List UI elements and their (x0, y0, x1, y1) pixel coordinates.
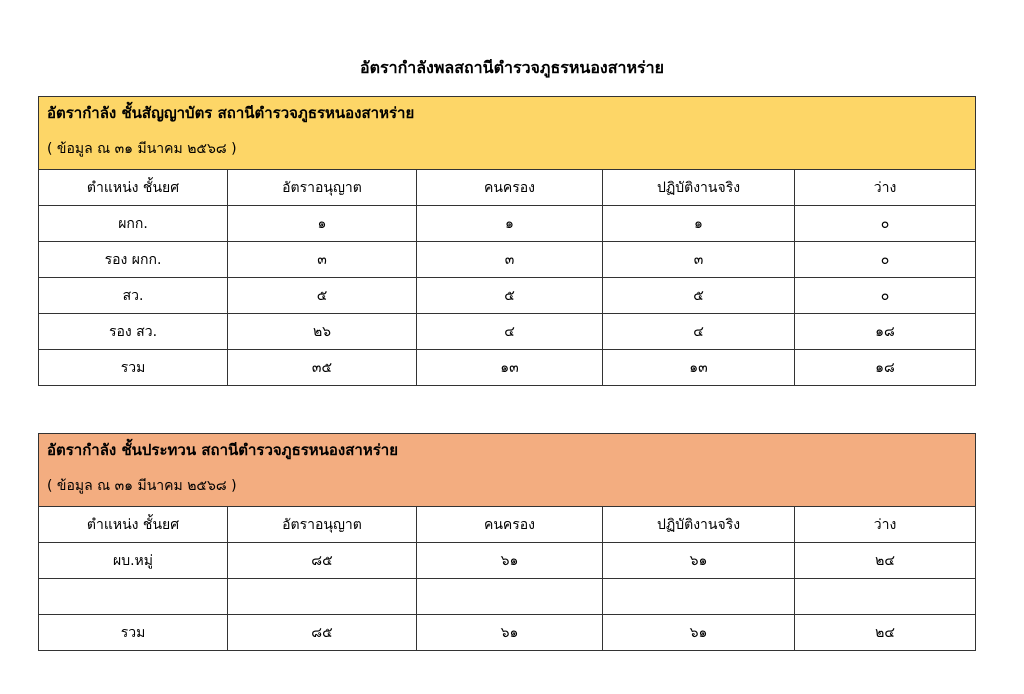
table-header-row (39, 170, 976, 206)
cell-position: สว. (39, 278, 228, 314)
cell-vacant: ๐ (795, 242, 976, 278)
cell-vacant: ๒๔ (795, 543, 976, 579)
cell-vacant: ๒๔ (795, 615, 976, 651)
table-row (39, 543, 976, 579)
cell-vacant: ๐ (795, 206, 976, 242)
cell-vacant: ๑๘ (795, 350, 976, 386)
cell-position: รอง ผกก. (39, 242, 228, 278)
noncommissioned-staff-table (38, 433, 976, 651)
header-position-rank: ตำแหน่ง ชั้นยศ (39, 170, 228, 206)
cell-actual-duty: ๖๑ (603, 615, 795, 651)
table-row (39, 206, 976, 242)
cell-occupied: ๖๑ (417, 615, 603, 651)
cell-occupied (417, 579, 603, 615)
cell-occupied: ๖๑ (417, 543, 603, 579)
table-row (39, 242, 976, 278)
cell-authorized: ๓ (228, 242, 417, 278)
header-occupied: คนครอง (417, 507, 603, 543)
cell-actual-duty: ๕ (603, 278, 795, 314)
table-title: อัตรากำลัง ชั้นประทวน สถานีตำรวจภูธรหนองสาหร่าย (47, 441, 398, 459)
table-title-cell (39, 97, 976, 170)
table-title: อัตรากำลัง ชั้นสัญญาบัตร สถานีตำรวจภูธรหนองสาหร่าย (47, 104, 415, 122)
cell-position: รวม (39, 615, 228, 651)
cell-authorized: ๕ (228, 278, 417, 314)
header-vacant: ว่าง (795, 507, 976, 543)
table-date-note: ( ข้อมูล ณ ๓๑ มีนาคม ๒๕๖๘ ) (47, 141, 237, 157)
cell-authorized: ๘๕ (228, 615, 417, 651)
cell-actual-duty: ๔ (603, 314, 795, 350)
header-vacant: ว่าง (795, 170, 976, 206)
cell-authorized: ๒๖ (228, 314, 417, 350)
cell-actual-duty: ๑๓ (603, 350, 795, 386)
cell-authorized: ๑ (228, 206, 417, 242)
commissioned-staff-table (38, 96, 976, 386)
header-position-rank: ตำแหน่ง ชั้นยศ (39, 507, 228, 543)
table-row (39, 579, 976, 615)
header-occupied: คนครอง (417, 170, 603, 206)
cell-actual-duty: ๖๑ (603, 543, 795, 579)
cell-authorized (228, 579, 417, 615)
cell-position: ผกก. (39, 206, 228, 242)
cell-occupied: ๑ (417, 206, 603, 242)
cell-actual-duty: ๑ (603, 206, 795, 242)
cell-authorized: ๓๕ (228, 350, 417, 386)
table-title-cell (39, 434, 976, 507)
cell-authorized: ๘๕ (228, 543, 417, 579)
table-date-note: ( ข้อมูล ณ ๓๑ มีนาคม ๒๕๖๘ ) (47, 478, 237, 494)
page-title: อัตรากำลังพลสถานีตำรวจภูธรหนองสาหร่าย (360, 58, 664, 77)
cell-position: ผบ.หมู่ (39, 543, 228, 579)
table-total-row (39, 615, 976, 651)
header-authorized: อัตราอนุญาต (228, 507, 417, 543)
table-row (39, 314, 976, 350)
cell-position: รวม (39, 350, 228, 386)
cell-actual-duty (603, 579, 795, 615)
cell-occupied: ๕ (417, 278, 603, 314)
cell-occupied: ๓ (417, 242, 603, 278)
table-row (39, 278, 976, 314)
cell-occupied: ๔ (417, 314, 603, 350)
cell-position: รอง สว. (39, 314, 228, 350)
cell-vacant: ๐ (795, 278, 976, 314)
header-actual-duty: ปฏิบัติงานจริง (603, 507, 795, 543)
header-actual-duty: ปฏิบัติงานจริง (603, 170, 795, 206)
header-authorized: อัตราอนุญาต (228, 170, 417, 206)
cell-occupied: ๑๓ (417, 350, 603, 386)
table-total-row (39, 350, 976, 386)
cell-position (39, 579, 228, 615)
cell-vacant: ๑๘ (795, 314, 976, 350)
table-header-row (39, 507, 976, 543)
cell-vacant (795, 579, 976, 615)
cell-actual-duty: ๓ (603, 242, 795, 278)
